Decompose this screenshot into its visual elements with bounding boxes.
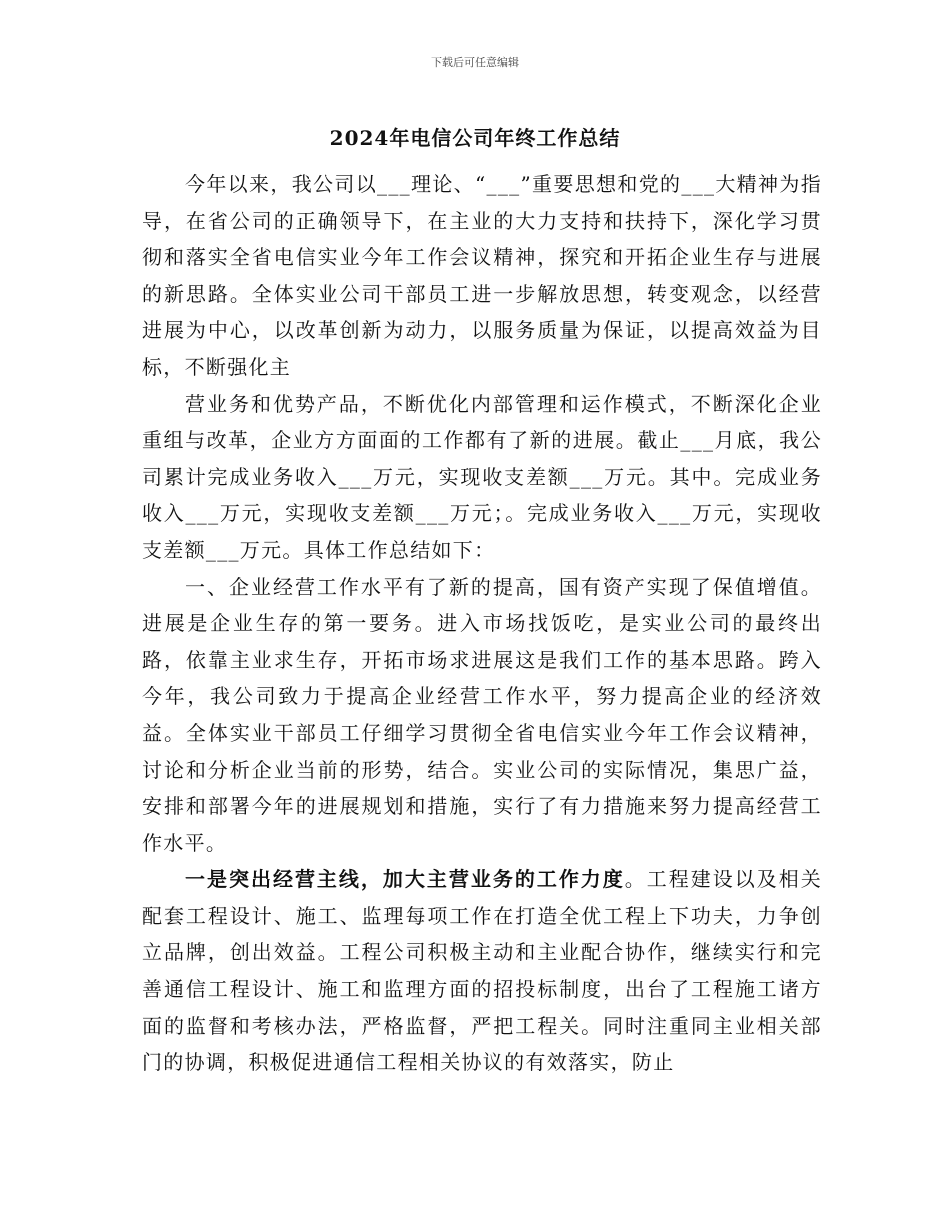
document-title: 2024年电信公司年终工作总结 [329,126,621,150]
paragraph-results: 营业务和优势产品，不断优化内部管理和运作模式，不断深化企业重组与改革，企业方方面面的工作都有了新的进展。截止___月底，我公司累计完成业务收入___万元，实现收支差额___万元。其中。完成业务收入___万元，实现收支差额___万元；。完成业务收入___万元，实现收支差额___万元。具体工作总结如下： [142,391,822,562]
paragraph-point-one-text: 。工程建设以及相关配套工程设计、施工、监理每项工作在打造全优工程上下功夫，力争创立品牌，创出效益。工程公司积极主动和主业配合协作，继续实行和完善通信工程设计、施工和监理方面的招投标制度，出台了工程施工诸方面的监督和考核办法，严格监督，严把工程关。同时注重同主业相关部门的协调，积极促进通信工程相关协议的有效落实，防止 [142,867,823,1075]
header-note: 下载后可任意编辑 [431,56,519,69]
document-body [142,166,822,1081]
paragraph-point-one-lead: 一是突出经营主线，加大主营业务的工作力度 [185,867,625,892]
paragraph-section-one: 一、企业经营工作水平有了新的提高，国有资产实现了保值增值。进展是企业生存的第一要务。进入市场找饭吃，是实业公司的最终出路，依靠主业求生存，开拓市场求进展这是我们工作的基本思路。跨入今年，我公司致力于提高企业经营工作水平，努力提高企业的经济效益。全体实业干部员工仔细学习贯彻全省电信实业今年工作会议精神，讨论和分析企业当前的形势，结合。实业公司的实际情况，集思广益，安排和部署今年的进展规划和措施，实行了有力措施来努力提高经营工作水平。 [142,574,822,855]
paragraph-point-one [142,861,822,1081]
paragraph-intro: 今年以来，我公司以___理论、“___”重要思想和党的___大精神为指导，在省公司的正确领导下，在主业的大力支持和扶持下，深化学习贯彻和落实全省电信实业今年工作会议精神，探究和开拓企业生存与进展的新思路。全体实业公司干部员工进一步解放思想，转变观念，以经营进展为中心，以改革创新为动力，以服务质量为保证，以提高效益为目标，不断强化主 [142,172,822,379]
